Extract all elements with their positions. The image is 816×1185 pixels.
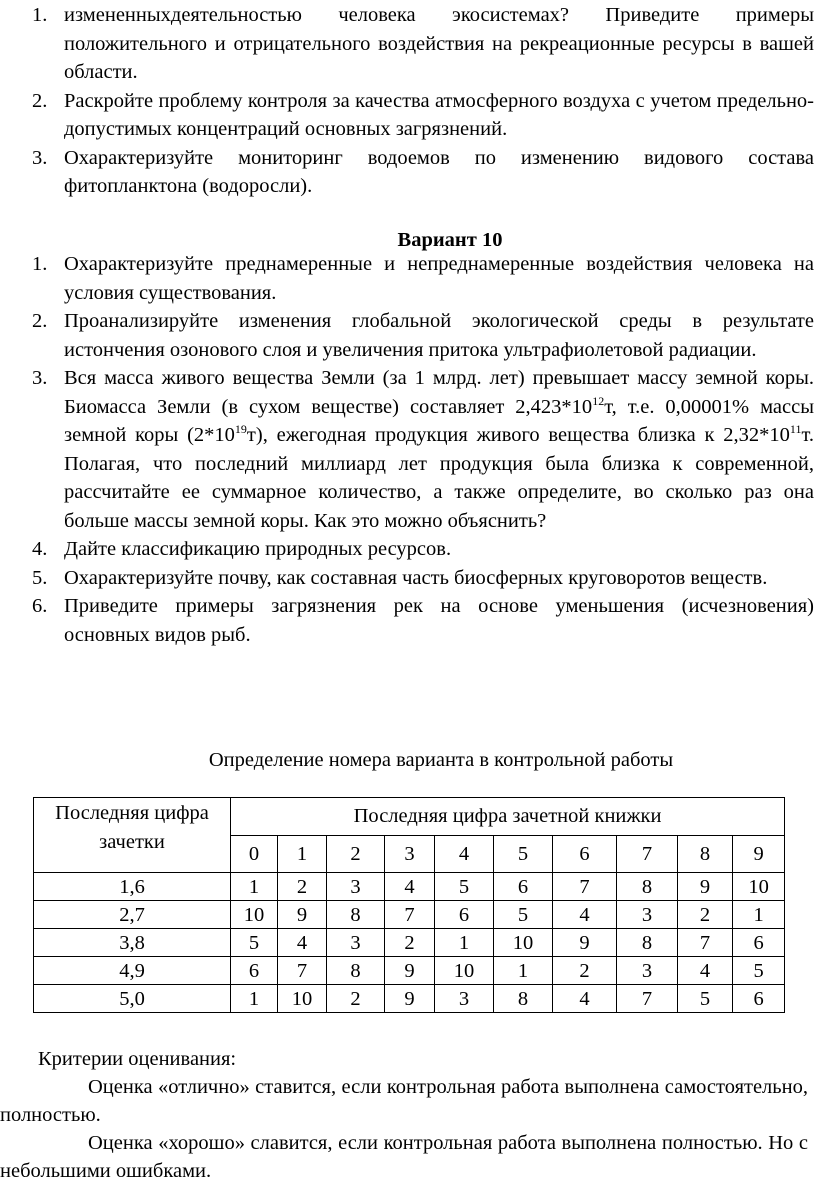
question-number: 1. xyxy=(32,4,48,26)
criteria-paragraph: Оценка «хорошо» славится, если контрольная работа выполнена полностью. Но с небольшими ошибками. xyxy=(0,1132,808,1182)
question-item xyxy=(0,87,816,144)
variant-number-cell: 1 xyxy=(733,901,785,929)
question-number: 2. xyxy=(32,89,48,112)
variant-number-cell: 6 xyxy=(733,929,785,957)
digit-header-cell: 3 xyxy=(385,835,435,873)
variant-table-body xyxy=(34,798,785,1013)
variant-heading: Вариант 10 xyxy=(397,229,503,251)
variant-number-cell: 1 xyxy=(435,929,494,957)
variant-number-cell: 5 xyxy=(435,873,494,901)
table-caption: Определение номера варианта в контрольной работы xyxy=(208,749,674,771)
row-label-cell: 2,7 xyxy=(34,901,231,929)
row-label-cell: 5,0 xyxy=(34,985,231,1013)
exponent: 19 xyxy=(234,422,247,436)
variant-number-cell: 6 xyxy=(733,985,785,1013)
digit-header-cell: 8 xyxy=(678,835,733,873)
variant-number-cell: 1 xyxy=(494,957,553,985)
question-text-part: Вся масса живого вещества Земли (за 1 млрд. лет) превышает массу земной коры. Биомасса Земли (в сухом веществе) составляет 2,423*10 xyxy=(64,367,814,418)
digit-header-cell: 6 xyxy=(553,835,617,873)
digit-header-cell: 5 xyxy=(494,835,553,873)
variant-number-cell: 9 xyxy=(385,985,435,1013)
variant-number-cell: 10 xyxy=(231,901,278,929)
question-text: Приведите примеры загрязнения рек на основе уменьшения (исчезновения) основных видов рыб. xyxy=(64,595,814,646)
variant-number-cell: 7 xyxy=(385,901,435,929)
variant-number-cell: 2 xyxy=(385,929,435,957)
variant-number-cell: 7 xyxy=(617,985,678,1013)
question-item xyxy=(0,307,816,364)
question-text: Охарактеризуйте преднамеренные и непреднамеренные воздействия человека на условия существования. xyxy=(64,253,814,304)
variant-number-cell: 2 xyxy=(327,985,385,1013)
question-item xyxy=(0,144,816,201)
variant-number-cell: 2 xyxy=(678,901,733,929)
question-item xyxy=(0,1,816,87)
question-text: Охарактеризуйте почву, как составная часть биосферных круговоротов веществ. xyxy=(64,566,768,589)
variant-number-cell: 6 xyxy=(494,873,553,901)
variant-number-cell: 1 xyxy=(231,985,278,1013)
digit-header-cell: 7 xyxy=(617,835,678,873)
variant-number-cell: 7 xyxy=(553,873,617,901)
variant-number-cell: 3 xyxy=(617,901,678,929)
variant-number-cell: 4 xyxy=(278,929,327,957)
question-number: 4. xyxy=(32,538,48,560)
digit-header-cell: 4 xyxy=(435,835,494,873)
question-number: 3. xyxy=(32,367,48,389)
top-header-cell: Последняя цифра зачетной книжки xyxy=(231,798,785,836)
variant-number-cell: 7 xyxy=(678,929,733,957)
variant-number-cell: 6 xyxy=(435,901,494,929)
question-number: 2. xyxy=(32,310,48,332)
question-text: Дайте классификацию природных ресурсов. xyxy=(64,538,452,560)
variant-number-cell: 3 xyxy=(617,957,678,985)
table-row xyxy=(34,957,785,985)
variant-number-cell: 10 xyxy=(733,873,785,901)
variant-number-cell: 9 xyxy=(385,957,435,985)
variant-number-cell: 8 xyxy=(617,929,678,957)
grading-criteria xyxy=(0,1045,816,1185)
variant-number-cell: 5 xyxy=(494,901,553,929)
variant-number-cell: 3 xyxy=(435,985,494,1013)
left-header-cell: Последняя цифра зачетки xyxy=(34,798,231,873)
variant-number-cell: 4 xyxy=(553,985,617,1013)
row-label-cell: 1,6 xyxy=(34,873,231,901)
previous-variant-questions xyxy=(0,1,816,201)
variant-number-cell: 2 xyxy=(553,957,617,985)
question-number: 1. xyxy=(32,253,48,275)
variant-number-cell: 9 xyxy=(553,929,617,957)
question-item xyxy=(0,535,816,564)
variant-number-cell: 4 xyxy=(385,873,435,901)
question-item xyxy=(0,592,816,649)
question-number: 5. xyxy=(32,566,48,589)
table-row xyxy=(34,985,785,1013)
criteria-paragraph: Оценка «отлично» ставится, если контрольная работа выполнена самостоятельно, полностью. xyxy=(0,1076,808,1126)
variant-number-cell: 10 xyxy=(435,957,494,985)
variant-number-cell: 7 xyxy=(278,957,327,985)
question-item xyxy=(0,250,816,307)
digit-header-cell: 9 xyxy=(733,835,785,873)
table-row xyxy=(34,901,785,929)
question-text: Охарактеризуйте мониторинг водоемов по изменению видового состава фитопланктона (водоросли). xyxy=(64,146,814,197)
question-text-part: т, т.е. 0,00001% массы земной коры (2*10 xyxy=(64,395,815,446)
variant-number-cell: 4 xyxy=(678,957,733,985)
variant-number-cell: 8 xyxy=(494,985,553,1013)
question-text: измененныхдеятельностью человека экосистемах? Приведите примеры положительного и отрицательного воздействия на рекреационные ресурсы в вашей области. xyxy=(64,4,814,83)
digit-header-cell: 2 xyxy=(327,835,385,873)
variant-number-cell: 9 xyxy=(678,873,733,901)
variant-number-cell: 10 xyxy=(494,929,553,957)
question-number: 6. xyxy=(32,595,48,617)
digit-header-cell: 0 xyxy=(231,835,278,873)
variant-10-questions xyxy=(0,250,816,649)
question-text: Проанализируйте изменения глобальной экологической среды в результате истончения озонового слоя и увеличения притока ультрафиолетовой радиации. xyxy=(64,310,814,361)
variant-number-cell: 1 xyxy=(231,873,278,901)
question-number: 3. xyxy=(32,146,48,169)
exponent: 11 xyxy=(789,422,802,436)
variant-number-cell: 8 xyxy=(617,873,678,901)
variant-number-cell: 5 xyxy=(678,985,733,1013)
question-text: Раскройте проблему контроля за качества атмосферного воздуха с учетом предельно- допустимых концентраций основных загрязнений. xyxy=(64,89,814,140)
variant-number-cell: 6 xyxy=(231,957,278,985)
variant-number-cell: 4 xyxy=(553,901,617,929)
row-label-cell: 3,8 xyxy=(34,929,231,957)
variant-number-cell: 10 xyxy=(278,985,327,1013)
variant-number-cell: 2 xyxy=(278,873,327,901)
variant-number-cell: 3 xyxy=(327,929,385,957)
table-row xyxy=(34,929,785,957)
variant-number-cell: 8 xyxy=(327,957,385,985)
digit-header-cell: 1 xyxy=(278,835,327,873)
table-row xyxy=(34,873,785,901)
question-item xyxy=(0,564,816,593)
variant-table xyxy=(33,797,785,1013)
row-label-cell: 4,9 xyxy=(34,957,231,985)
question-item xyxy=(0,364,816,535)
question-text-part: т. Полагая, что последний миллиард лет продукция была близка к современной, рассчитайте ее суммарное количество, а также определите, во сколько раз она больше массы земной коры. Как это можно объяснить? xyxy=(64,424,814,532)
exponent: 12 xyxy=(592,393,605,408)
variant-number-cell: 5 xyxy=(231,929,278,957)
variant-number-cell: 5 xyxy=(733,957,785,985)
variant-number-cell: 3 xyxy=(327,873,385,901)
table-header-row xyxy=(34,798,785,836)
question-text-part: т), ежегодная продукция живого вещества близка к 2,32*10 xyxy=(246,424,790,446)
criteria-title: Критерии оценивания: xyxy=(38,1048,237,1070)
variant-number-cell: 9 xyxy=(278,901,327,929)
variant-number-cell: 8 xyxy=(327,901,385,929)
